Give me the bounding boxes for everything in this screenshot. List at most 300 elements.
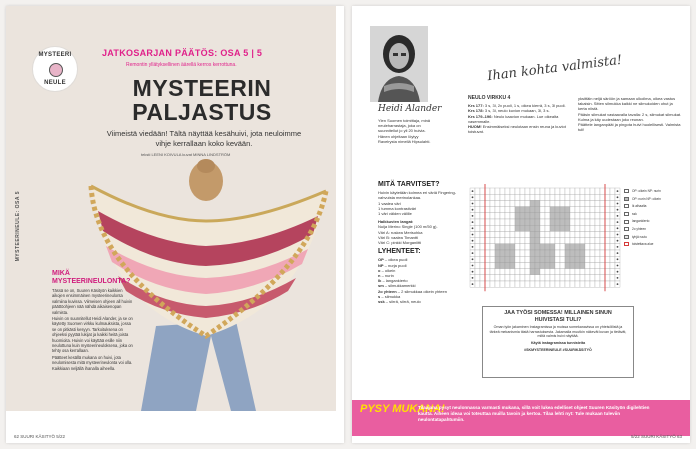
- chart-cell: [565, 231, 570, 237]
- chart-cell: [490, 231, 495, 237]
- chart-cell: [480, 219, 485, 225]
- chart-cell: [510, 275, 515, 281]
- chart-cell: [565, 262, 570, 268]
- chart-cell: [575, 207, 580, 213]
- chart-cell: [505, 244, 510, 250]
- chart-cell: [580, 238, 585, 244]
- chart-cell: [595, 231, 600, 237]
- chart-cell: [560, 188, 565, 194]
- chart-cell: [535, 269, 540, 275]
- chart-cell: [590, 262, 595, 268]
- chart-cell: [590, 219, 595, 225]
- chart-cell: [475, 188, 480, 194]
- chart-cell: [550, 269, 555, 275]
- chart-cell: [600, 219, 605, 225]
- chart-cell: [555, 250, 560, 256]
- chart-cell: [555, 269, 560, 275]
- chart-cell: [475, 207, 480, 213]
- chart-cell: [535, 200, 540, 206]
- chart-cell: [540, 207, 545, 213]
- chart-cell: [490, 250, 495, 256]
- chart-cell: [515, 200, 520, 206]
- abbr-line: 2o yhteen – 2 silmukkaa oikein yhteen: [378, 288, 447, 294]
- chart-cell: [475, 281, 480, 287]
- chart-cell: [510, 188, 515, 194]
- instruction-line: HUOM! Ensimmäiseksi neulotaan ensin reuna ja kuviot toistuvat.: [468, 124, 566, 135]
- abbr-line: sm – silmukkamerkki: [378, 283, 416, 289]
- chart-cell: [575, 225, 580, 231]
- chart-stitch-dot: [472, 227, 474, 229]
- chart-cell: [600, 200, 605, 206]
- chart-cell: [550, 200, 555, 206]
- chart-cell: [520, 244, 525, 250]
- chart-cell: [570, 281, 575, 287]
- chart-cell: [520, 188, 525, 194]
- chart-cell: [550, 244, 555, 250]
- chart-cell: [540, 225, 545, 231]
- needs-line: 1 väri välden välille: [378, 211, 412, 217]
- chart-cell: [570, 244, 575, 250]
- yarn-line: Väri C: pinkki Morganiitti: [378, 240, 422, 246]
- chart-cell: [475, 194, 480, 200]
- chart-cell: [605, 231, 610, 237]
- chart-cell: [545, 262, 550, 268]
- chart-cell: [580, 262, 585, 268]
- chart-cell: [505, 213, 510, 219]
- chart-cell: [525, 262, 530, 268]
- chart-cell: [530, 200, 535, 206]
- chart-cell: [520, 207, 525, 213]
- chart-cell: [525, 231, 530, 237]
- banner-heading: PYSY MUKANA!: [360, 403, 445, 415]
- chart-cell: [490, 275, 495, 281]
- chart-cell: [595, 219, 600, 225]
- right-page: [352, 6, 690, 443]
- chart-cell: [590, 194, 595, 200]
- chart-cell: [560, 225, 565, 231]
- chart-cell: [570, 207, 575, 213]
- chart-cell: [590, 244, 595, 250]
- chart-cell: [500, 250, 505, 256]
- chart-stitch-dot: [617, 190, 619, 192]
- chart-cell: [520, 256, 525, 262]
- chart-cell: [525, 244, 530, 250]
- legend-item: OP: oikein NP: nurin: [624, 188, 686, 196]
- chart-cell: [500, 269, 505, 275]
- chart-stitch-dot: [472, 215, 474, 217]
- chart-cell: [490, 262, 495, 268]
- chart-cell: [510, 231, 515, 237]
- chart-cell: [600, 244, 605, 250]
- chart-cell: [600, 213, 605, 219]
- chart-cell: [550, 262, 555, 268]
- chart-cell: [565, 225, 570, 231]
- chart-cell: [520, 225, 525, 231]
- chart-cell: [520, 281, 525, 287]
- chart-cell: [495, 244, 500, 250]
- chart-cell: [550, 238, 555, 244]
- sidebar-paragraph: Tässä se on, Suuren Käsityön kaikkien aikojen ensimmäinen mysteerineulonta valmiina kuvissa. Viimeisen ohjeen all huivin päättöohjeen nää nähdä aikaisenopan valmista.: [52, 288, 133, 315]
- chart-cell: [595, 238, 600, 244]
- chart-cell: [585, 194, 590, 200]
- chart-cell: [505, 225, 510, 231]
- chart-cell: [575, 200, 580, 206]
- chart-stitch-dot: [472, 240, 474, 242]
- chart-cell: [610, 281, 615, 287]
- chart-cell: [500, 231, 505, 237]
- chart-cell: [535, 207, 540, 213]
- chart-stitch-dot: [617, 252, 619, 254]
- chart-cell: [610, 269, 615, 275]
- chart-cell: [580, 188, 585, 194]
- chart-cell: [545, 219, 550, 225]
- article-lead: Viimeistä viedään! Tältä näyttää kesähuivi, jota neuloimme vihje kerrallaan koko kevään.: [106, 129, 302, 148]
- chart-cell: [505, 281, 510, 287]
- chart-cell: [600, 262, 605, 268]
- chart-cell: [485, 256, 490, 262]
- chart-stitch-dot: [472, 203, 474, 205]
- chart-cell: [480, 256, 485, 262]
- left-page: [6, 6, 344, 443]
- chart-cell: [585, 250, 590, 256]
- needs-line: Huivin käytetään kolmea eri väriä Fingering-vahvuista merinolankaa.: [378, 190, 457, 201]
- chart-cell: [550, 231, 555, 237]
- chart-cell: [610, 200, 615, 206]
- chart-cell: [595, 188, 600, 194]
- chart-cell: [560, 194, 565, 200]
- chart-cell: [560, 250, 565, 256]
- chart-cell: [575, 238, 580, 244]
- chart-cell: [555, 207, 560, 213]
- chart-stitch-dot: [617, 258, 619, 260]
- chart-cell: [520, 231, 525, 237]
- chart-cell: [495, 238, 500, 244]
- chart-cell: [495, 281, 500, 287]
- chart-cell: [505, 250, 510, 256]
- chart-cell: [510, 250, 515, 256]
- chart-cell: [600, 238, 605, 244]
- social-title: JAA TYÖSI SOMESSA! MILLAINEN SINUN HUIVISTASI TULI?: [504, 310, 612, 323]
- chart-cell: [580, 256, 585, 262]
- chart-cell: [530, 275, 535, 281]
- chart-stitch-dot: [617, 203, 619, 205]
- chart-cell: [525, 281, 530, 287]
- chart-cell: [570, 213, 575, 219]
- chart-cell: [545, 194, 550, 200]
- instruction-line: Krs 177: 3 s, 3l, 2x puoli, 1 s, oikea kierrä, 3 s, 3l puoli.: [468, 103, 566, 109]
- chart-cell: [545, 225, 550, 231]
- chart-cell: [495, 275, 500, 281]
- chart-cell: [490, 256, 495, 262]
- chart-stitch-dot: [617, 277, 619, 279]
- legend-item: tyhjä ruutu: [624, 234, 686, 242]
- chart-cell: [485, 194, 490, 200]
- chart-cell: [510, 281, 515, 287]
- chart-cell: [570, 269, 575, 275]
- sidebar-what-is-mystery: [52, 270, 136, 372]
- chart-stitch-dot: [617, 221, 619, 223]
- abbr-line: NP – nurja puoli: [378, 262, 407, 268]
- chart-cell: [580, 207, 585, 213]
- chart-cell: [535, 213, 540, 219]
- chart-cell: [610, 207, 615, 213]
- chart-cell: [525, 188, 530, 194]
- chart-cell: [550, 225, 555, 231]
- chart-cell: [495, 231, 500, 237]
- chart-cell: [485, 188, 490, 194]
- chart-cell: [485, 250, 490, 256]
- chart-stitch-dot: [472, 246, 474, 248]
- chart-cell: [540, 262, 545, 268]
- chart-cell: [590, 213, 595, 219]
- chart-cell: [485, 244, 490, 250]
- chart-cell: [485, 238, 490, 244]
- chart-cell: [565, 213, 570, 219]
- chart-cell: [605, 275, 610, 281]
- chart-cell: [595, 225, 600, 231]
- chart-cell: [505, 262, 510, 268]
- chart-cell: [555, 213, 560, 219]
- chart-cell: [495, 207, 500, 213]
- chart-stitch-dot: [472, 221, 474, 223]
- chart-cell: [495, 269, 500, 275]
- chart-cell: [540, 194, 545, 200]
- chart-stitch-dot: [472, 190, 474, 192]
- chart-cell: [480, 231, 485, 237]
- chart-cell: [585, 231, 590, 237]
- chart-cell: [585, 213, 590, 219]
- yarn-ball-icon: [49, 63, 63, 77]
- instruction-paragraph: Päättele langanpäät ja pingota huivi huolellisesti. Valmista tuli!: [578, 122, 681, 133]
- chart-cell: [520, 200, 525, 206]
- chart-cell: [590, 250, 595, 256]
- chart-cell: [475, 256, 480, 262]
- chart-cell: [535, 194, 540, 200]
- yarn-line: Väri B: vaalea Timantti: [378, 234, 419, 240]
- chart-cell: [565, 244, 570, 250]
- chart-cell: [480, 244, 485, 250]
- chart-stitch-dot: [617, 215, 619, 217]
- chart-cell: [535, 250, 540, 256]
- chart-cell: [530, 244, 535, 250]
- chart-cell: [595, 200, 600, 206]
- chart-stitch-dot: [472, 209, 474, 211]
- chart-cell: [570, 188, 575, 194]
- chart-cell: [565, 275, 570, 281]
- chart-cell: [505, 207, 510, 213]
- chart-stitch-dot: [472, 277, 474, 279]
- chart-cell: [500, 200, 505, 206]
- chart-cell: [595, 194, 600, 200]
- chart-cell: [610, 225, 615, 231]
- chart-cell: [500, 281, 505, 287]
- chart-cell: [600, 281, 605, 287]
- chart-cell: [545, 200, 550, 206]
- chart-cell: [570, 231, 575, 237]
- chart-cell: [585, 269, 590, 275]
- abbr-line: lk – langankierto: [378, 278, 408, 284]
- chart-cell: [520, 262, 525, 268]
- chart-stitch-dot: [617, 271, 619, 273]
- chart-stitch-dot: [617, 209, 619, 211]
- chart-cell: [560, 256, 565, 262]
- chart-cell: [560, 219, 565, 225]
- chart-cell: [535, 238, 540, 244]
- chart-cell: [530, 213, 535, 219]
- chart-cell: [505, 219, 510, 225]
- chart-cell: [555, 238, 560, 244]
- chart-cell: [535, 225, 540, 231]
- chart-cell: [525, 200, 530, 206]
- chart-cell: [555, 262, 560, 268]
- chart-cell: [485, 207, 490, 213]
- yarn-title: Halkkuvien langat:: [378, 219, 414, 225]
- legend-item: ssk: [624, 211, 686, 219]
- chart-cell: [550, 275, 555, 281]
- chart-cell: [535, 219, 540, 225]
- chart-cell: [485, 269, 490, 275]
- chart-cell: [560, 207, 565, 213]
- banner-text: Tilaajana pysyt neulonnassa varmasti mukana, sillä voit lukea edelliset ohjeet Suuren Käsityön digilehtien kautta. Aiheen ideaa voi toteuttaa muilla tavoin ja kertoa. Tilaa lehti nyt: Tule mukaan tuleviin neulontatapahtumiin.: [418, 405, 650, 423]
- chart-cell: [515, 213, 520, 219]
- chart-cell: [560, 262, 565, 268]
- chart-cell: [480, 262, 485, 268]
- chart-stitch-dot: [617, 234, 619, 236]
- chart-cell: [515, 250, 520, 256]
- chart-cell: [495, 213, 500, 219]
- chart-cell: [585, 200, 590, 206]
- chart-cell: [565, 219, 570, 225]
- chart-cell: [520, 194, 525, 200]
- chart-cell: [555, 188, 560, 194]
- chart-cell: [510, 262, 515, 268]
- chart-cell: [545, 281, 550, 287]
- chart-cell: [510, 200, 515, 206]
- chart-cell: [545, 250, 550, 256]
- chart-cell: [515, 244, 520, 250]
- chart-cell: [575, 244, 580, 250]
- chart-cell: [480, 281, 485, 287]
- chart-cell: [530, 219, 535, 225]
- chart-cell: [520, 250, 525, 256]
- chart-cell: [505, 194, 510, 200]
- chart-cell: [505, 188, 510, 194]
- chart-cell: [590, 256, 595, 262]
- chart-cell: [485, 225, 490, 231]
- chart-stitch-dot: [472, 271, 474, 273]
- chart-cell: [550, 250, 555, 256]
- chart-cell: [530, 207, 535, 213]
- chart-cell: [475, 225, 480, 231]
- chart-cell: [495, 225, 500, 231]
- chart-cell: [585, 256, 590, 262]
- chart-cell: [610, 188, 615, 194]
- author-bio: Ylen Suomen toimittaja, minä neuleharrastaja, joka on suunnitellut jo yli 20 huivia. Hänen ohjeitaan löytyy Ravelrysta nimellä Hipsulahti.: [378, 118, 431, 144]
- chart-cell: [510, 238, 515, 244]
- chart-cell: [610, 231, 615, 237]
- chart-cell: [490, 281, 495, 287]
- chart-cell: [530, 281, 535, 287]
- chart-cell: [600, 225, 605, 231]
- instruction-line: Krs 178: 3 s, 3l, neulo kuvion mukaan, 3l, 3 s.: [468, 108, 550, 114]
- chart-cell: [560, 281, 565, 287]
- chart-cell: [500, 256, 505, 262]
- chart-cell: [605, 225, 610, 231]
- chart-cell: [565, 194, 570, 200]
- right-page-title: Ihan kohta valmista!: [486, 52, 623, 85]
- chart-cell: [530, 256, 535, 262]
- chart-cell: [530, 262, 535, 268]
- chart-cell: [600, 275, 605, 281]
- chart-stitch-dot: [472, 265, 474, 267]
- chart-cell: [490, 238, 495, 244]
- chart-cell: [605, 188, 610, 194]
- chart-cell: [605, 262, 610, 268]
- chart-cell: [580, 275, 585, 281]
- logo-top-text: MYSTEERI: [38, 52, 72, 58]
- chart-cell: [570, 275, 575, 281]
- chart-cell: [500, 275, 505, 281]
- chart-cell: [500, 213, 505, 219]
- abbr-line: s – silmukka: [378, 293, 401, 299]
- chart-cell: [555, 275, 560, 281]
- chart-cell: [515, 194, 520, 200]
- chart-cell: [480, 194, 485, 200]
- chart-cell: [510, 207, 515, 213]
- chart-cell: [540, 188, 545, 194]
- chart-cell: [480, 188, 485, 194]
- chart-cell: [555, 256, 560, 262]
- yarn-line: Nuija Merino Single (100 m/50 g).: [378, 224, 438, 230]
- chart-cell: [540, 200, 545, 206]
- chart-cell: [545, 231, 550, 237]
- chart-cell: [600, 194, 605, 200]
- chart-cell: [605, 200, 610, 206]
- chart-cell: [490, 213, 495, 219]
- chart-cell: [580, 213, 585, 219]
- chart-cell: [575, 250, 580, 256]
- article-credits: teksti LEENI KOIVULA kuvat MINNA LINDSTRÖM: [141, 152, 231, 157]
- chart-cell: [490, 207, 495, 213]
- chart-cell: [590, 281, 595, 287]
- chart-cell: [490, 188, 495, 194]
- chart-cell: [575, 231, 580, 237]
- chart-cell: [545, 269, 550, 275]
- chart-cell: [475, 213, 480, 219]
- chart-cell: [520, 275, 525, 281]
- chart-cell: [485, 262, 490, 268]
- chart-cell: [500, 188, 505, 194]
- chart-cell: [585, 219, 590, 225]
- chart-cell: [515, 238, 520, 244]
- chart-cell: [570, 194, 575, 200]
- chart-stitch-dot: [472, 252, 474, 254]
- chart-cell: [495, 256, 500, 262]
- sidebar-paragraph: Huivin on suunnitellut Heidi Alander, ja se on käytetty Suomen virkku kulmauksista, jossa se on pitkästi kesyyn. Tarkoituksena on ohjeeksi pyytää lukijat ja kaikki heitä joista huomioita. Huivin voi käyttää esille niin neulottuna kuin mysteerineuloksena, joka on tehty osa kerrallaan.: [52, 316, 133, 354]
- chart-cell: [535, 262, 540, 268]
- chart-cell: [540, 219, 545, 225]
- chart-cell: [580, 225, 585, 231]
- chart-cell: [610, 213, 615, 219]
- instruction-paragraph: Pääsin silmukat vastaavalla tavalla: 2 s, silmukat silmukat. Kulma ja käy uudestaan joko reunan.: [578, 111, 682, 122]
- chart-cell: [495, 194, 500, 200]
- sidebar-title: MIKÄ MYSTEERINEULONTA?: [52, 270, 131, 285]
- chart-cell: [570, 200, 575, 206]
- chart-cell: [565, 250, 570, 256]
- chart-cell: [500, 225, 505, 231]
- chart-cell: [540, 213, 545, 219]
- chart-cell: [575, 188, 580, 194]
